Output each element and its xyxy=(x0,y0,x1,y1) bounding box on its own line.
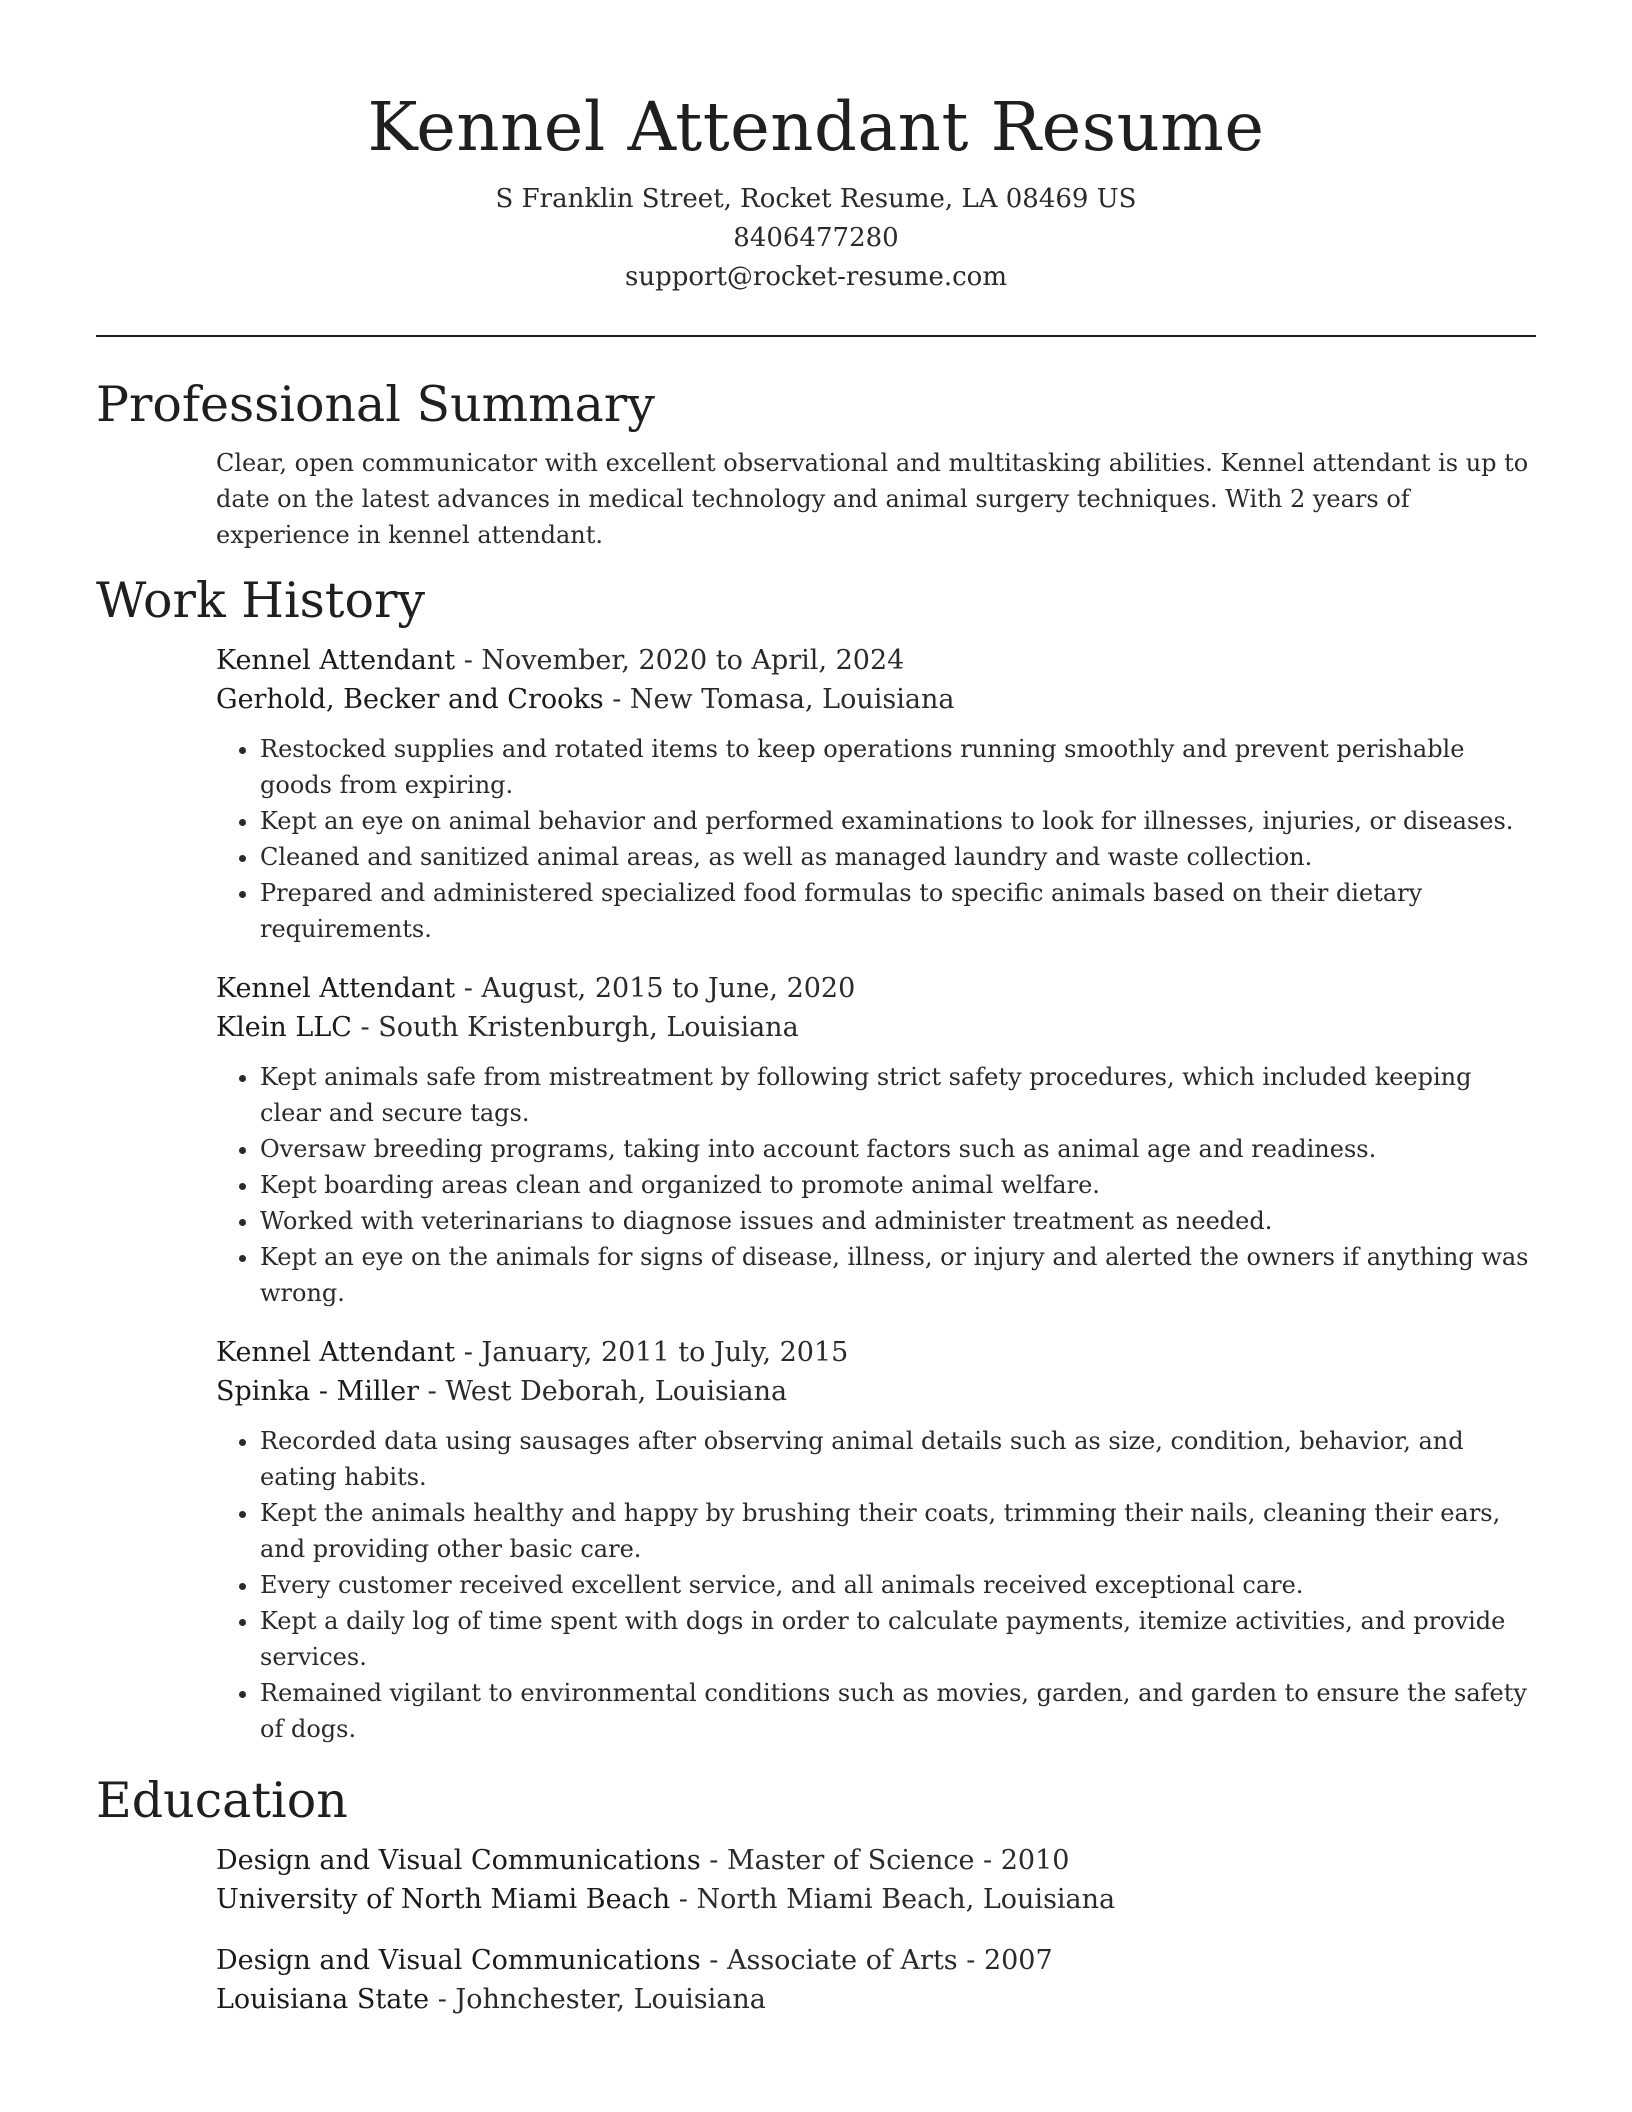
job-company-line xyxy=(216,1008,1536,1047)
job-bullets xyxy=(216,1059,1536,1311)
job-bullet: • Recorded data using sausages after observing animal details such as size, condition, behavior, and eating habits. xyxy=(260,1423,1536,1495)
job-entry xyxy=(216,969,1536,1311)
job-bullet: • Kept a daily log of time spent with dogs in order to calculate payments, itemize activities, and provide services. xyxy=(260,1603,1536,1675)
job-title-line xyxy=(216,1333,1536,1372)
job-title: Kennel Attendant xyxy=(216,645,456,676)
education-location: - Johnchester, Louisiana xyxy=(429,1984,766,2015)
job-bullet: • Cleaned and sanitized animal areas, as well as managed laundry and waste collection. xyxy=(260,839,1536,875)
job-bullet: • Restocked supplies and rotated items to keep operations running smoothly and prevent perishable goods from expiring. xyxy=(260,731,1536,803)
job-bullet: • Kept an eye on the animals for signs of disease, illness, or injury and alerted the owners if anything was wrong. xyxy=(260,1239,1536,1311)
education-school: University of North Miami Beach xyxy=(216,1884,671,1915)
summary-text: Clear, open communicator with excellent observational and multitasking abilities. Kennel attendant is up to date on the latest advances in medical technology and animal surgery techniques. With 2 years of experience in kennel attendant. xyxy=(216,449,1529,549)
header-divider xyxy=(96,335,1536,337)
contact-email: support@rocket-resume.com xyxy=(624,262,1007,292)
education-school-line xyxy=(216,1880,1536,1919)
education-entry xyxy=(216,1941,1536,2019)
job-bullet: • Kept boarding areas clean and organized to promote animal welfare. xyxy=(260,1167,1536,1203)
job-bullets xyxy=(216,1423,1536,1747)
education-year: - 2007 xyxy=(957,1945,1053,1976)
education-degree-line xyxy=(216,1941,1536,1980)
job-bullet: • Remained vigilant to environmental conditions such as movies, garden, and garden to ensure the safety of dogs. xyxy=(260,1675,1536,1747)
contact-block xyxy=(96,180,1536,297)
job-dates: - November, 2020 to April, 2024 xyxy=(455,645,905,676)
job-bullet: • Kept the animals healthy and happy by brushing their coats, trimming their nails, cleaning their ears, and providing other basic care. xyxy=(260,1495,1536,1567)
job-location: - West Deborah, Louisiana xyxy=(419,1376,788,1407)
job-title-line xyxy=(216,969,1536,1008)
contact-address: S Franklin Street, Rocket Resume, LA 08469 US xyxy=(495,184,1137,214)
job-entry xyxy=(216,641,1536,947)
job-title: Kennel Attendant xyxy=(216,1337,456,1368)
job-bullet: • Kept animals safe from mistreatment by following strict safety procedures, which included keeping clear and secure tags. xyxy=(260,1059,1536,1131)
job-bullet: • Prepared and administered specialized food formulas to specific animals based on their dietary requirements. xyxy=(260,875,1536,947)
job-bullet: • Every customer received excellent service, and all animals received exceptional care. xyxy=(260,1567,1536,1603)
resume-page xyxy=(96,0,1536,2041)
job-company-line xyxy=(216,1372,1536,1411)
education-degree: - Associate of Arts xyxy=(700,1945,958,1976)
resume-header xyxy=(96,0,1536,297)
contact-phone: 8406477280 xyxy=(733,223,899,253)
job-title: Kennel Attendant xyxy=(216,973,456,1004)
job-company: Gerhold, Becker and Crooks xyxy=(216,684,604,715)
resume-title: Kennel Attendant Resume xyxy=(367,88,1265,166)
job-title-line xyxy=(216,641,1536,680)
job-location: - New Tomasa, Louisiana xyxy=(603,684,955,715)
job-entry xyxy=(216,1333,1536,1747)
job-bullet: • Kept an eye on animal behavior and performed examinations to look for illnesses, injuries, or diseases. xyxy=(260,803,1536,839)
education-field: Design and Visual Communications xyxy=(216,1945,701,1976)
job-location: - South Kristenburgh, Louisiana xyxy=(351,1012,799,1043)
work-history-section xyxy=(96,569,1536,1747)
job-bullets xyxy=(216,731,1536,947)
education-heading: Education xyxy=(96,1772,348,1829)
job-bullet: • Worked with veterinarians to diagnose issues and administer treatment as needed. xyxy=(260,1203,1536,1239)
job-bullet: • Oversaw breeding programs, taking into account factors such as animal age and readiness. xyxy=(260,1131,1536,1167)
education-degree-line xyxy=(216,1841,1536,1880)
job-dates: - January, 2011 to July, 2015 xyxy=(455,1337,849,1368)
job-company-line xyxy=(216,680,1536,719)
job-company: Klein LLC xyxy=(216,1012,352,1043)
education-year: - 2010 xyxy=(974,1845,1070,1876)
work-history-heading: Work History xyxy=(96,572,426,629)
summary-heading: Professional Summary xyxy=(96,376,655,433)
education-section xyxy=(96,1769,1536,2019)
education-location: - North Miami Beach, Louisiana xyxy=(670,1884,1116,1915)
education-school: Louisiana State xyxy=(216,1984,430,2015)
education-field: Design and Visual Communications xyxy=(216,1845,701,1876)
job-dates: - August, 2015 to June, 2020 xyxy=(455,973,856,1004)
education-entry xyxy=(216,1841,1536,1919)
job-company: Spinka - Miller xyxy=(216,1376,419,1407)
education-school-line xyxy=(216,1980,1536,2019)
education-degree: - Master of Science xyxy=(700,1845,975,1876)
summary-section xyxy=(96,373,1536,553)
